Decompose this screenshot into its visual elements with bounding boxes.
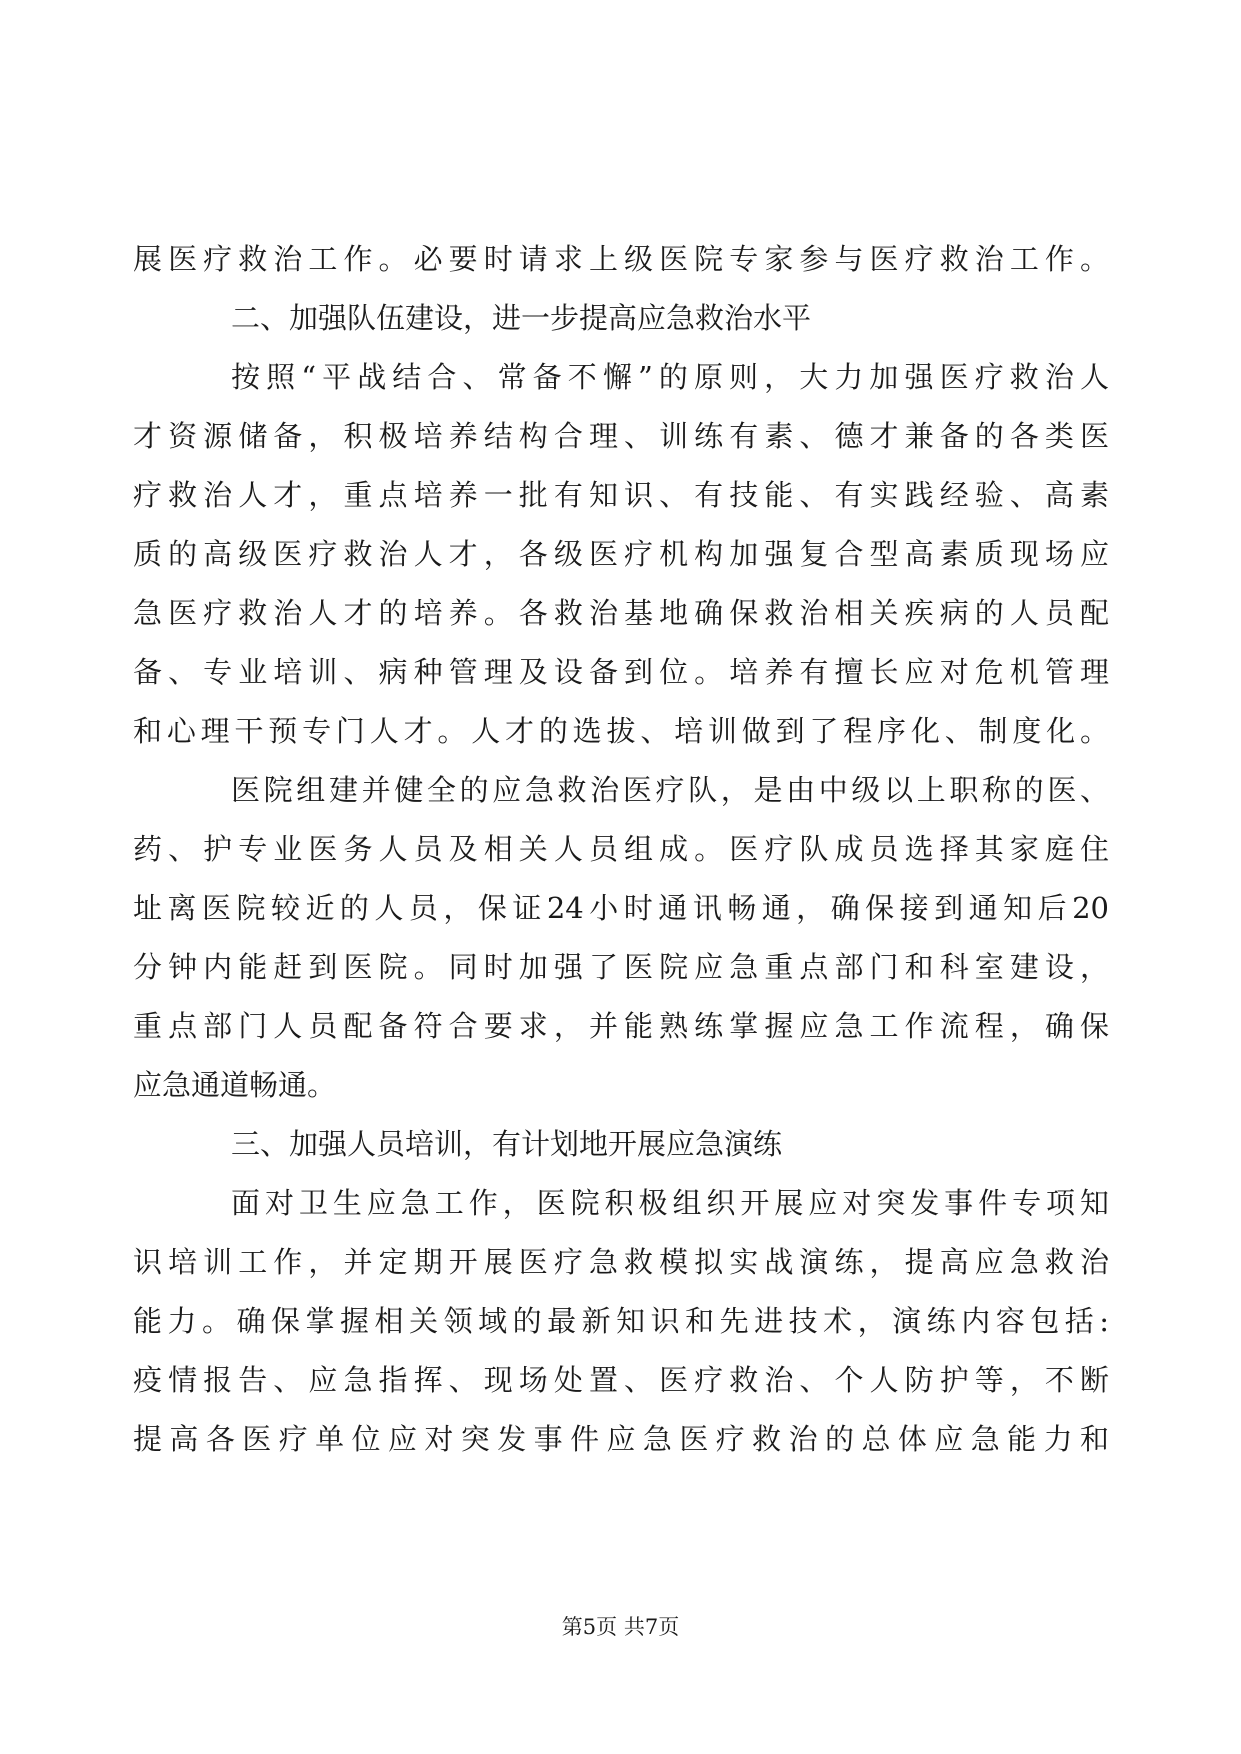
text-line: 质的高级医疗救治人才，各级医疗机构加强复合型高素质现场应 bbox=[133, 537, 1109, 571]
text-line: 和心理干预专门人才。人才的选拔、培训做到了程序化、制度化。 bbox=[133, 714, 1109, 748]
section-heading: 二、加强队伍建设，进一步提高应急救治水平 bbox=[231, 301, 812, 335]
text-line: 能力。确保掌握相关领域的最新知识和先进技术，演练内容包括: bbox=[133, 1304, 1109, 1338]
text-line: 面对卫生应急工作，医院积极组织开展应对突发事件专项知 bbox=[231, 1186, 1109, 1220]
text-line: 应急通道畅通。 bbox=[133, 1068, 337, 1102]
section-heading: 三、加强人员培训，有计划地开展应急演练 bbox=[231, 1127, 783, 1161]
text-line: 按照“平战结合、常备不懈”的原则，大力加强医疗救治人 bbox=[231, 360, 1109, 394]
text-line: 才资源储备，积极培养结构合理、训练有素、德才兼备的各类医 bbox=[133, 419, 1109, 453]
text-line: 分钟内能赶到医院。同时加强了医院应急重点部门和科室建设， bbox=[133, 950, 1109, 984]
text-line: 疫情报告、应急指挥、现场处置、医疗救治、个人防护等，不断 bbox=[133, 1363, 1109, 1397]
text-line: 医院组建并健全的应急救治医疗队，是由中级以上职称的医、 bbox=[231, 773, 1109, 807]
body-text bbox=[133, 230, 1109, 1469]
text-line: 识培训工作，并定期开展医疗急救模拟实战演练，提高应急救治 bbox=[133, 1245, 1109, 1279]
text-line: 提高各医疗单位应对突发事件应急医疗救治的总体应急能力和 bbox=[133, 1422, 1109, 1456]
text-line: 重点部门人员配备符合要求，并能熟练掌握应急工作流程，确保 bbox=[133, 1009, 1109, 1043]
text-line: 址离医院较近的人员，保证24小时通讯畅通，确保接到通知后20 bbox=[133, 891, 1109, 925]
page-footer: 第5页 共7页 bbox=[561, 1615, 680, 1639]
text-line: 疗救治人才，重点培养一批有知识、有技能、有实践经验、高素 bbox=[133, 478, 1109, 512]
text-line: 展医疗救治工作。必要时请求上级医院专家参与医疗救治工作。 bbox=[133, 242, 1109, 276]
text-line: 急医疗救治人才的培养。各救治基地确保救治相关疾病的人员配 bbox=[133, 596, 1109, 630]
text-line: 备、专业培训、病种管理及设备到位。培养有擅长应对危机管理 bbox=[133, 655, 1109, 689]
text-line: 药、护专业医务人员及相关人员组成。医疗队成员选择其家庭住 bbox=[133, 832, 1109, 866]
